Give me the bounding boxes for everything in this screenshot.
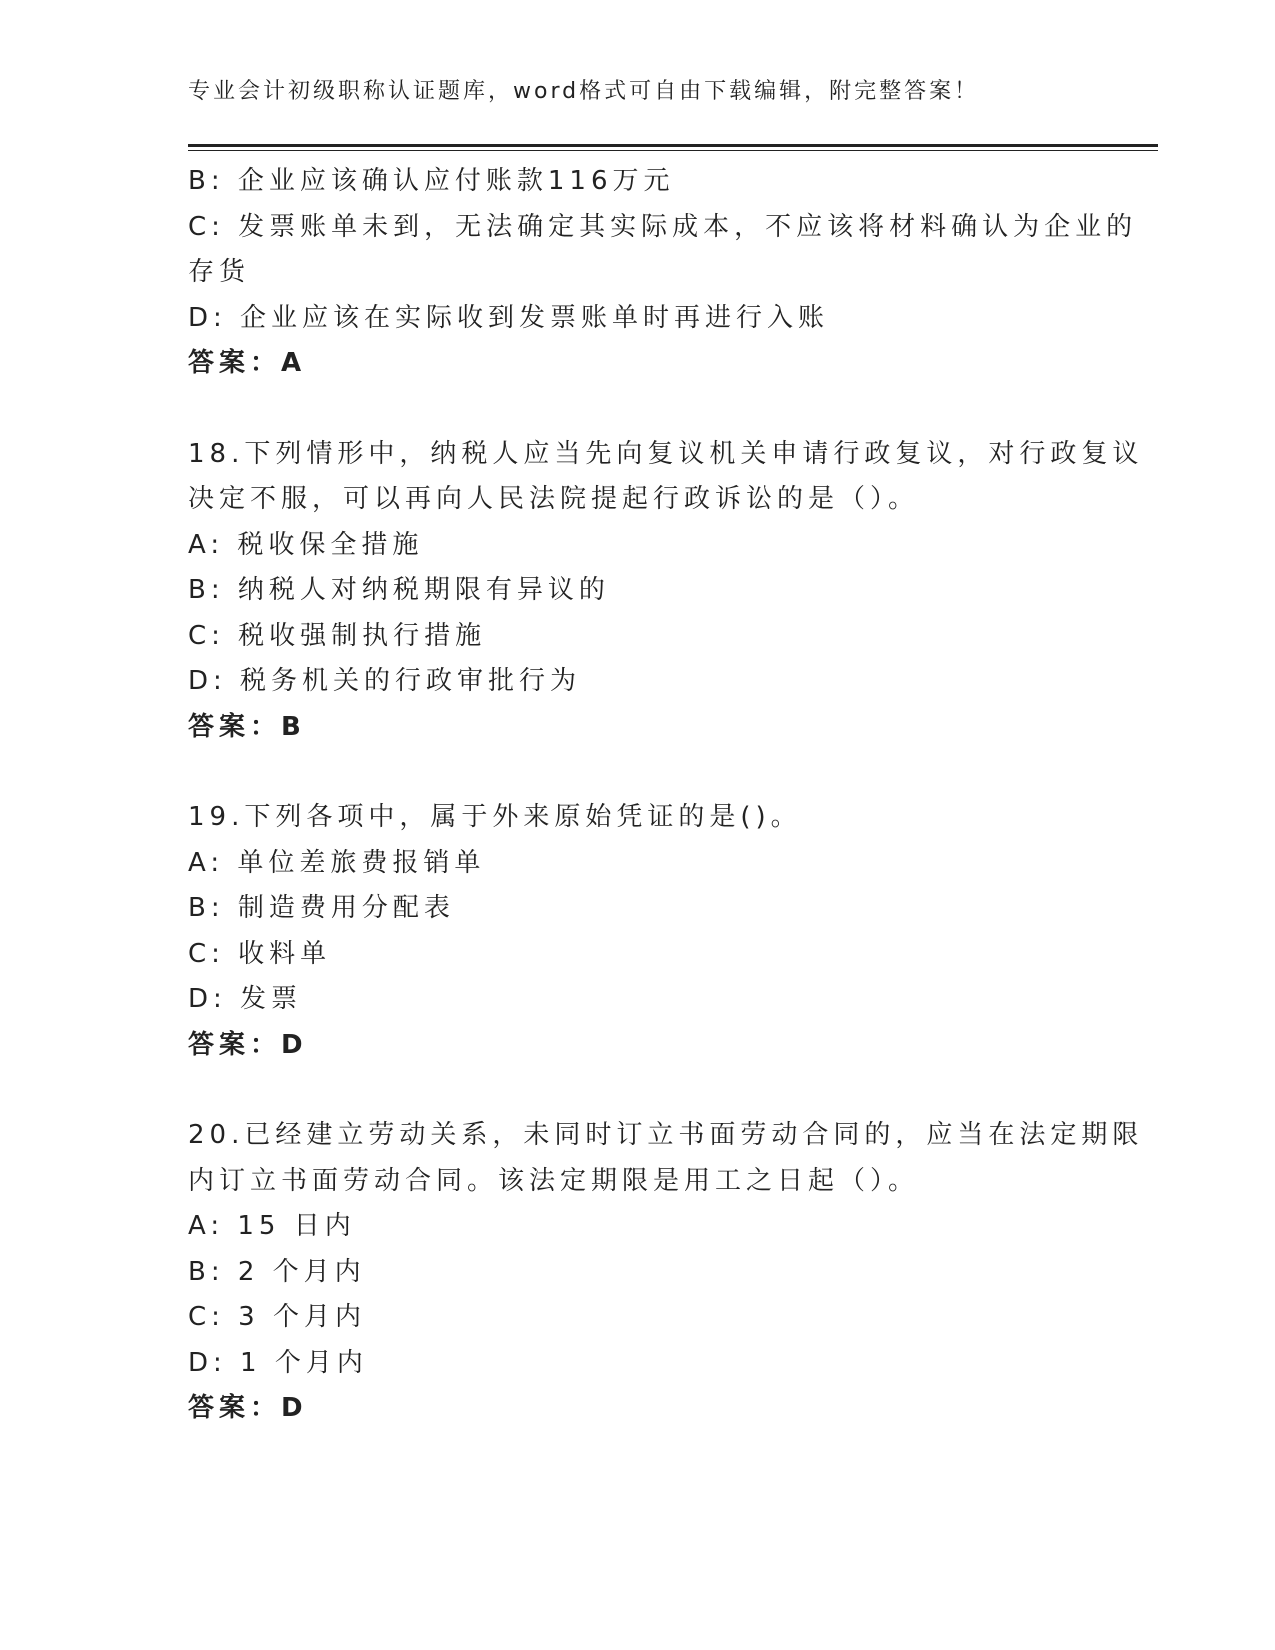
option-b: B: 制造费用分配表: [188, 893, 455, 923]
spacer: [188, 1068, 1088, 1113]
question-stem-line: 20.已经建立劳动关系，未同时订立书面劳动合同的，应当在法定期限: [188, 1120, 1144, 1150]
question-block-20: [188, 1113, 1144, 1432]
spacer: [188, 750, 1088, 795]
option-a: A: 单位差旅费报销单: [188, 847, 486, 878]
option-d: D: 1 个月内: [188, 1347, 368, 1378]
option-b: B: 纳税人对纳税期限有异议的: [188, 575, 610, 605]
page-header: 专业会计初级职称认证题库，word格式可自由下载编辑，附完整答案！: [188, 79, 980, 104]
question-block-18: [188, 432, 1144, 751]
answer-line: 答案：D: [188, 1029, 308, 1060]
question-block-17: [188, 159, 1138, 387]
question-list: [188, 159, 1144, 1432]
option-c: C: 收料单: [188, 938, 332, 969]
question-stem-line: 18.下列情形中，纳税人应当先向复议机关申请行政复议，对行政复议: [188, 438, 1144, 469]
option-d: D: 发票: [188, 984, 303, 1014]
header-rule-thick: [188, 144, 1158, 147]
spacer: [188, 387, 1088, 432]
question-stem-line: 决定不服，可以再向人民法院提起行政诉讼的是（）。: [188, 484, 920, 514]
option-a: A: 15 日内: [188, 1211, 356, 1241]
option-c: C: 3 个月内: [188, 1302, 366, 1332]
option-d: D: 税务机关的行政审批行为: [188, 666, 582, 696]
option-c-continued: 存货: [188, 257, 251, 287]
option-b: B: 企业应该确认应付账款116万元: [188, 166, 675, 196]
option-c: C: 税收强制执行措施: [188, 620, 487, 651]
question-block-19: [188, 795, 1088, 1068]
question-stem-line: 内订立书面劳动合同。该法定期限是用工之日起（）。: [188, 1165, 920, 1196]
option-c: C: 发票账单未到，无法确定其实际成本，不应该将材料确认为企业的: [188, 211, 1138, 242]
option-d: D: 企业应该在实际收到发票账单时再进行入账: [188, 302, 830, 333]
answer-line: 答案：D: [188, 1393, 308, 1423]
question-stem-line: 19.下列各项中，属于外来原始凭证的是()。: [188, 802, 802, 832]
option-b: B: 2 个月内: [188, 1256, 366, 1287]
option-a: A: 税收保全措施: [188, 529, 424, 560]
answer-line: 答案：B: [188, 711, 306, 742]
answer-line: 答案：A: [188, 348, 307, 378]
header-rule-thin: [188, 150, 1158, 151]
